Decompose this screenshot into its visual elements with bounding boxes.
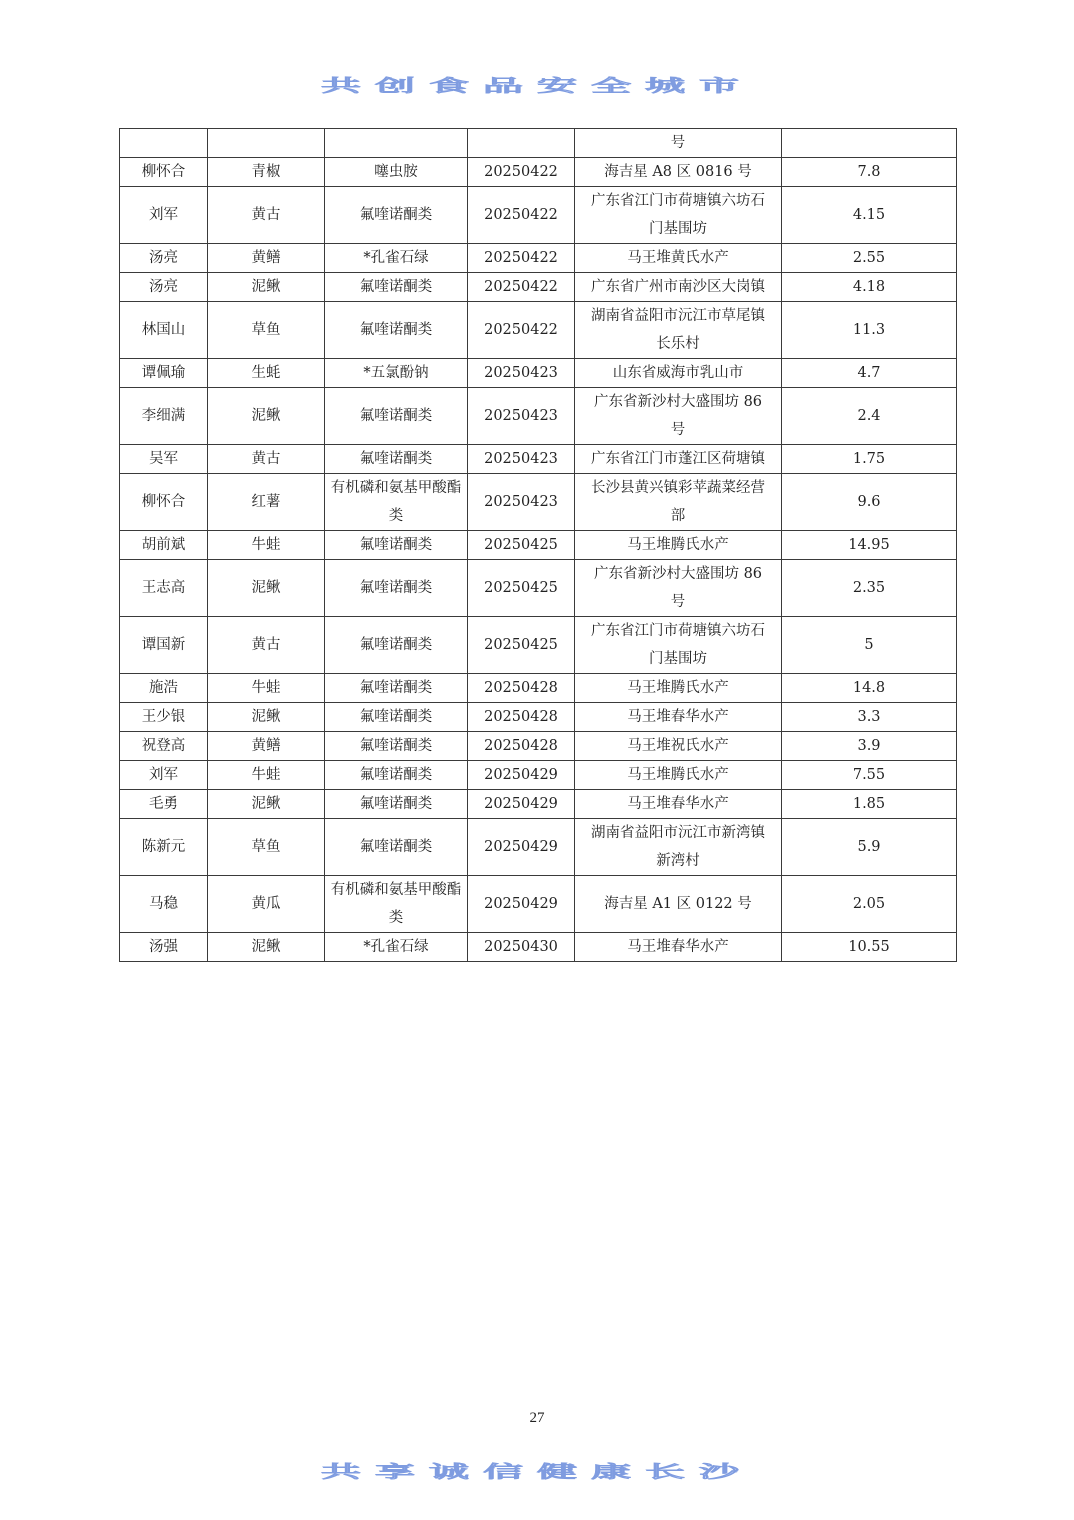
quantity-cell: 2.35 xyxy=(782,560,957,617)
quantity-cell: 11.3 xyxy=(782,302,957,359)
inspection-table xyxy=(119,128,957,962)
product-cell: 黄鳝 xyxy=(208,244,325,273)
date-cell: 20250422 xyxy=(468,187,575,244)
date-cell: 20250429 xyxy=(468,790,575,819)
source-cell: 广东省广州市南沙区大岗镇 xyxy=(575,273,782,302)
item-cell: 氟喹诺酮类 xyxy=(325,531,468,560)
source-cell: 马王堆黄氏水产 xyxy=(575,244,782,273)
item-cell: 氟喹诺酮类 xyxy=(325,445,468,474)
source-cell: 马王堆春华水产 xyxy=(575,933,782,962)
source-cell: 海吉星 A8 区 0816 号 xyxy=(575,158,782,187)
table-row xyxy=(120,302,957,359)
table-row xyxy=(120,933,957,962)
page-number: 27 xyxy=(529,1410,545,1426)
source-cell: 马王堆腾氏水产 xyxy=(575,531,782,560)
date-cell: 20250423 xyxy=(468,474,575,531)
source-cell: 广东省江门市蓬江区荷塘镇 xyxy=(575,445,782,474)
table-row xyxy=(120,359,957,388)
table-row xyxy=(120,474,957,531)
inspector-cell: 施浩 xyxy=(120,674,208,703)
table-row xyxy=(120,388,957,445)
product-cell: 牛蛙 xyxy=(208,674,325,703)
table-row xyxy=(120,158,957,187)
item-cell: 氟喹诺酮类 xyxy=(325,761,468,790)
date-cell: 20250423 xyxy=(468,445,575,474)
source-cell: 广东省新沙村大盛围坊 86 号 xyxy=(575,388,782,445)
quantity-cell: 7.8 xyxy=(782,158,957,187)
quantity-cell: 2.4 xyxy=(782,388,957,445)
table-row xyxy=(120,531,957,560)
table-row xyxy=(120,761,957,790)
item-cell: *孔雀石绿 xyxy=(325,244,468,273)
item-cell: 氟喹诺酮类 xyxy=(325,617,468,674)
inspector-cell: 胡前斌 xyxy=(120,531,208,560)
product-cell: 泥鳅 xyxy=(208,703,325,732)
quantity-cell: 10.55 xyxy=(782,933,957,962)
inspector-cell: 马稳 xyxy=(120,876,208,933)
product-cell: 泥鳅 xyxy=(208,273,325,302)
date-cell: 20250425 xyxy=(468,531,575,560)
product-cell: 青椒 xyxy=(208,158,325,187)
inspector-cell: 王志高 xyxy=(120,560,208,617)
product-cell: 生蚝 xyxy=(208,359,325,388)
inspector-cell: 柳怀合 xyxy=(120,474,208,531)
quantity-cell: 2.55 xyxy=(782,244,957,273)
product-cell: 草鱼 xyxy=(208,302,325,359)
table-row xyxy=(120,560,957,617)
quantity-cell: 1.75 xyxy=(782,445,957,474)
table-row xyxy=(120,790,957,819)
product-cell: 泥鳅 xyxy=(208,790,325,819)
date-cell: 20250422 xyxy=(468,158,575,187)
quantity-cell: 3.9 xyxy=(782,732,957,761)
inspector-cell: 谭国新 xyxy=(120,617,208,674)
inspector-cell: 刘军 xyxy=(120,761,208,790)
table-body xyxy=(120,129,957,962)
inspector-cell: 王少银 xyxy=(120,703,208,732)
date-cell: 20250428 xyxy=(468,703,575,732)
table-row xyxy=(120,876,957,933)
product-cell: 草鱼 xyxy=(208,819,325,876)
source-cell: 马王堆腾氏水产 xyxy=(575,674,782,703)
date-cell: 20250422 xyxy=(468,244,575,273)
date-cell: 20250430 xyxy=(468,933,575,962)
quantity-cell: 3.3 xyxy=(782,703,957,732)
date-cell: 20250423 xyxy=(468,388,575,445)
inspector-cell: 汤亮 xyxy=(120,244,208,273)
table-row xyxy=(120,617,957,674)
quantity-cell: 9.6 xyxy=(782,474,957,531)
product-cell: 红薯 xyxy=(208,474,325,531)
item-cell: 氟喹诺酮类 xyxy=(325,790,468,819)
inspector-cell: 谭佩瑜 xyxy=(120,359,208,388)
date-cell: 20250429 xyxy=(468,761,575,790)
source-cell: 海吉星 A1 区 0122 号 xyxy=(575,876,782,933)
date-cell xyxy=(468,129,575,158)
item-cell: *五氯酚钠 xyxy=(325,359,468,388)
product-cell: 黄瓜 xyxy=(208,876,325,933)
item-cell: 氟喹诺酮类 xyxy=(325,703,468,732)
product-cell: 泥鳅 xyxy=(208,560,325,617)
item-cell: 氟喹诺酮类 xyxy=(325,388,468,445)
inspector-cell: 李细满 xyxy=(120,388,208,445)
date-cell: 20250422 xyxy=(468,302,575,359)
source-cell: 号 xyxy=(575,129,782,158)
product-cell: 泥鳅 xyxy=(208,388,325,445)
date-cell: 20250428 xyxy=(468,732,575,761)
inspector-cell: 毛勇 xyxy=(120,790,208,819)
inspector-cell: 汤亮 xyxy=(120,273,208,302)
date-cell: 20250428 xyxy=(468,674,575,703)
source-cell: 山东省威海市乳山市 xyxy=(575,359,782,388)
inspector-cell: 林国山 xyxy=(120,302,208,359)
table-row xyxy=(120,674,957,703)
date-cell: 20250429 xyxy=(468,819,575,876)
quantity-cell: 5 xyxy=(782,617,957,674)
quantity-cell: 4.7 xyxy=(782,359,957,388)
date-cell: 20250423 xyxy=(468,359,575,388)
item-cell: 氟喹诺酮类 xyxy=(325,273,468,302)
table-row xyxy=(120,732,957,761)
quantity-cell: 14.95 xyxy=(782,531,957,560)
quantity-cell: 1.85 xyxy=(782,790,957,819)
inspector-cell: 汤强 xyxy=(120,933,208,962)
inspector-cell: 陈新元 xyxy=(120,819,208,876)
source-cell: 广东省新沙村大盛围坊 86 号 xyxy=(575,560,782,617)
footer-banner: 共享诚信健康长沙 xyxy=(321,1462,753,1482)
source-cell: 马王堆腾氏水产 xyxy=(575,761,782,790)
quantity-cell xyxy=(782,129,957,158)
quantity-cell: 7.55 xyxy=(782,761,957,790)
table-row xyxy=(120,445,957,474)
product-cell: 黄古 xyxy=(208,187,325,244)
quantity-cell: 4.18 xyxy=(782,273,957,302)
date-cell: 20250425 xyxy=(468,617,575,674)
source-cell: 马王堆祝氏水产 xyxy=(575,732,782,761)
product-cell: 黄古 xyxy=(208,617,325,674)
inspector-cell: 祝登高 xyxy=(120,732,208,761)
product-cell: 泥鳅 xyxy=(208,933,325,962)
source-cell: 湖南省益阳市沅江市新湾镇新湾村 xyxy=(575,819,782,876)
item-cell: 有机磷和氨基甲酸酯类 xyxy=(325,876,468,933)
quantity-cell: 5.9 xyxy=(782,819,957,876)
item-cell: 噻虫胺 xyxy=(325,158,468,187)
date-cell: 20250429 xyxy=(468,876,575,933)
source-cell: 广东省江门市荷塘镇六坊石门基围坊 xyxy=(575,617,782,674)
table-row xyxy=(120,244,957,273)
inspector-cell xyxy=(120,129,208,158)
table-row xyxy=(120,819,957,876)
inspector-cell: 刘军 xyxy=(120,187,208,244)
source-cell: 马王堆春华水产 xyxy=(575,790,782,819)
product-cell: 黄鳝 xyxy=(208,732,325,761)
source-cell: 马王堆春华水产 xyxy=(575,703,782,732)
inspector-cell: 吴军 xyxy=(120,445,208,474)
quantity-cell: 4.15 xyxy=(782,187,957,244)
table-row xyxy=(120,703,957,732)
table-row xyxy=(120,273,957,302)
item-cell: 氟喹诺酮类 xyxy=(325,187,468,244)
source-cell: 广东省江门市荷塘镇六坊石门基围坊 xyxy=(575,187,782,244)
source-cell: 湖南省益阳市沅江市草尾镇长乐村 xyxy=(575,302,782,359)
header-banner: 共创食品安全城市 xyxy=(321,76,753,96)
table-row xyxy=(120,187,957,244)
item-cell: 有机磷和氨基甲酸酯类 xyxy=(325,474,468,531)
item-cell: 氟喹诺酮类 xyxy=(325,302,468,359)
inspector-cell: 柳怀合 xyxy=(120,158,208,187)
quantity-cell: 14.8 xyxy=(782,674,957,703)
product-cell: 牛蛙 xyxy=(208,531,325,560)
source-cell: 长沙县黄兴镇彩苹蔬菜经营部 xyxy=(575,474,782,531)
date-cell: 20250425 xyxy=(468,560,575,617)
product-cell xyxy=(208,129,325,158)
item-cell: 氟喹诺酮类 xyxy=(325,732,468,761)
product-cell: 牛蛙 xyxy=(208,761,325,790)
item-cell: 氟喹诺酮类 xyxy=(325,674,468,703)
quantity-cell: 2.05 xyxy=(782,876,957,933)
item-cell: 氟喹诺酮类 xyxy=(325,819,468,876)
table-row xyxy=(120,129,957,158)
item-cell: 氟喹诺酮类 xyxy=(325,560,468,617)
item-cell xyxy=(325,129,468,158)
item-cell: *孔雀石绿 xyxy=(325,933,468,962)
date-cell: 20250422 xyxy=(468,273,575,302)
product-cell: 黄古 xyxy=(208,445,325,474)
